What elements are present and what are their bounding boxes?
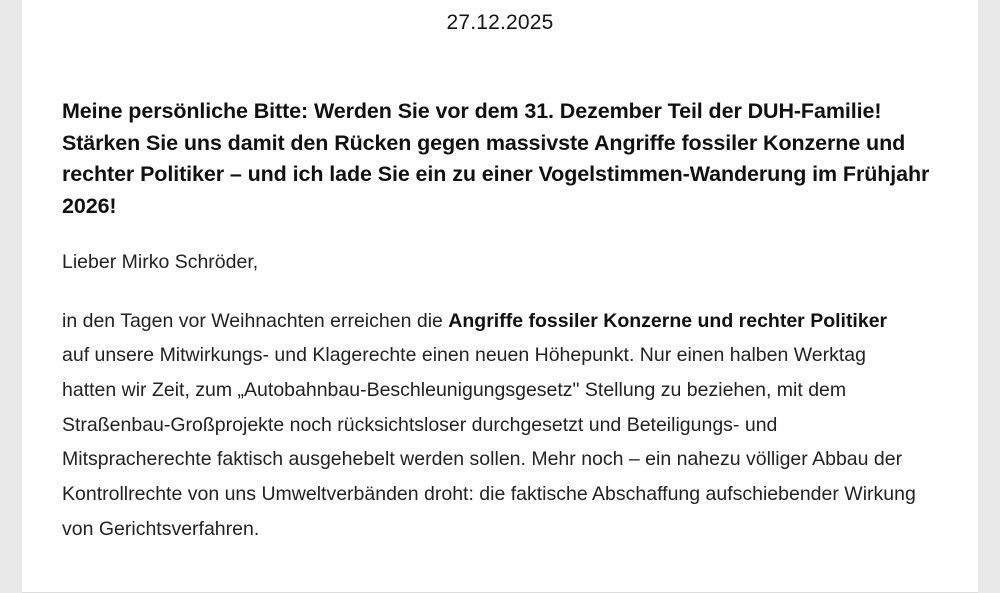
page-right-margin bbox=[978, 0, 1000, 593]
body-paragraph bbox=[62, 304, 917, 547]
paragraph-rest-text: auf unsere Mitwirkungs- und Klagerechte einen neuen Höhepunkt. Nur einen halben Werktag hatten wir Zeit, zum „Autobahnbau-Beschleunigungsgesetz" Stellung zu beziehen, mit dem Straßenbau-Großprojekte noch rücksichtsloser durchgesetzt und Beteiligungs- und Mitspracherechte faktisch ausgehebelt werden sollen. Mehr noch – ein nahezu völliger Abbau der Kontrollrechte von uns Umweltverbänden droht: die faktische Abschaffung aufschiebender Wirkung von Gerichtsverfahren. bbox=[62, 344, 916, 540]
email-body bbox=[62, 96, 942, 547]
headline: Meine persönliche Bitte: Werden Sie vor dem 31. Dezember Teil der DUH-Familie! Stärken Sie uns damit den Rücken gegen massivste Angriffe fossiler Konzerne und rechter Politiker – und ich lade Sie ein zu einer Vogelstimmen-Wanderung im Frühjahr 2026! bbox=[62, 99, 930, 218]
page-left-margin bbox=[0, 0, 22, 593]
paragraph-emphasis-text: Angriffe fossiler Konzerne und rechter Politiker bbox=[448, 309, 888, 332]
salutation: Lieber Mirko Schröder, bbox=[62, 251, 259, 274]
document-date: 27.12.2025 bbox=[446, 11, 554, 34]
paragraph-lead-text: in den Tagen vor Weihnachten erreichen die bbox=[62, 309, 449, 332]
email-page bbox=[22, 0, 978, 593]
